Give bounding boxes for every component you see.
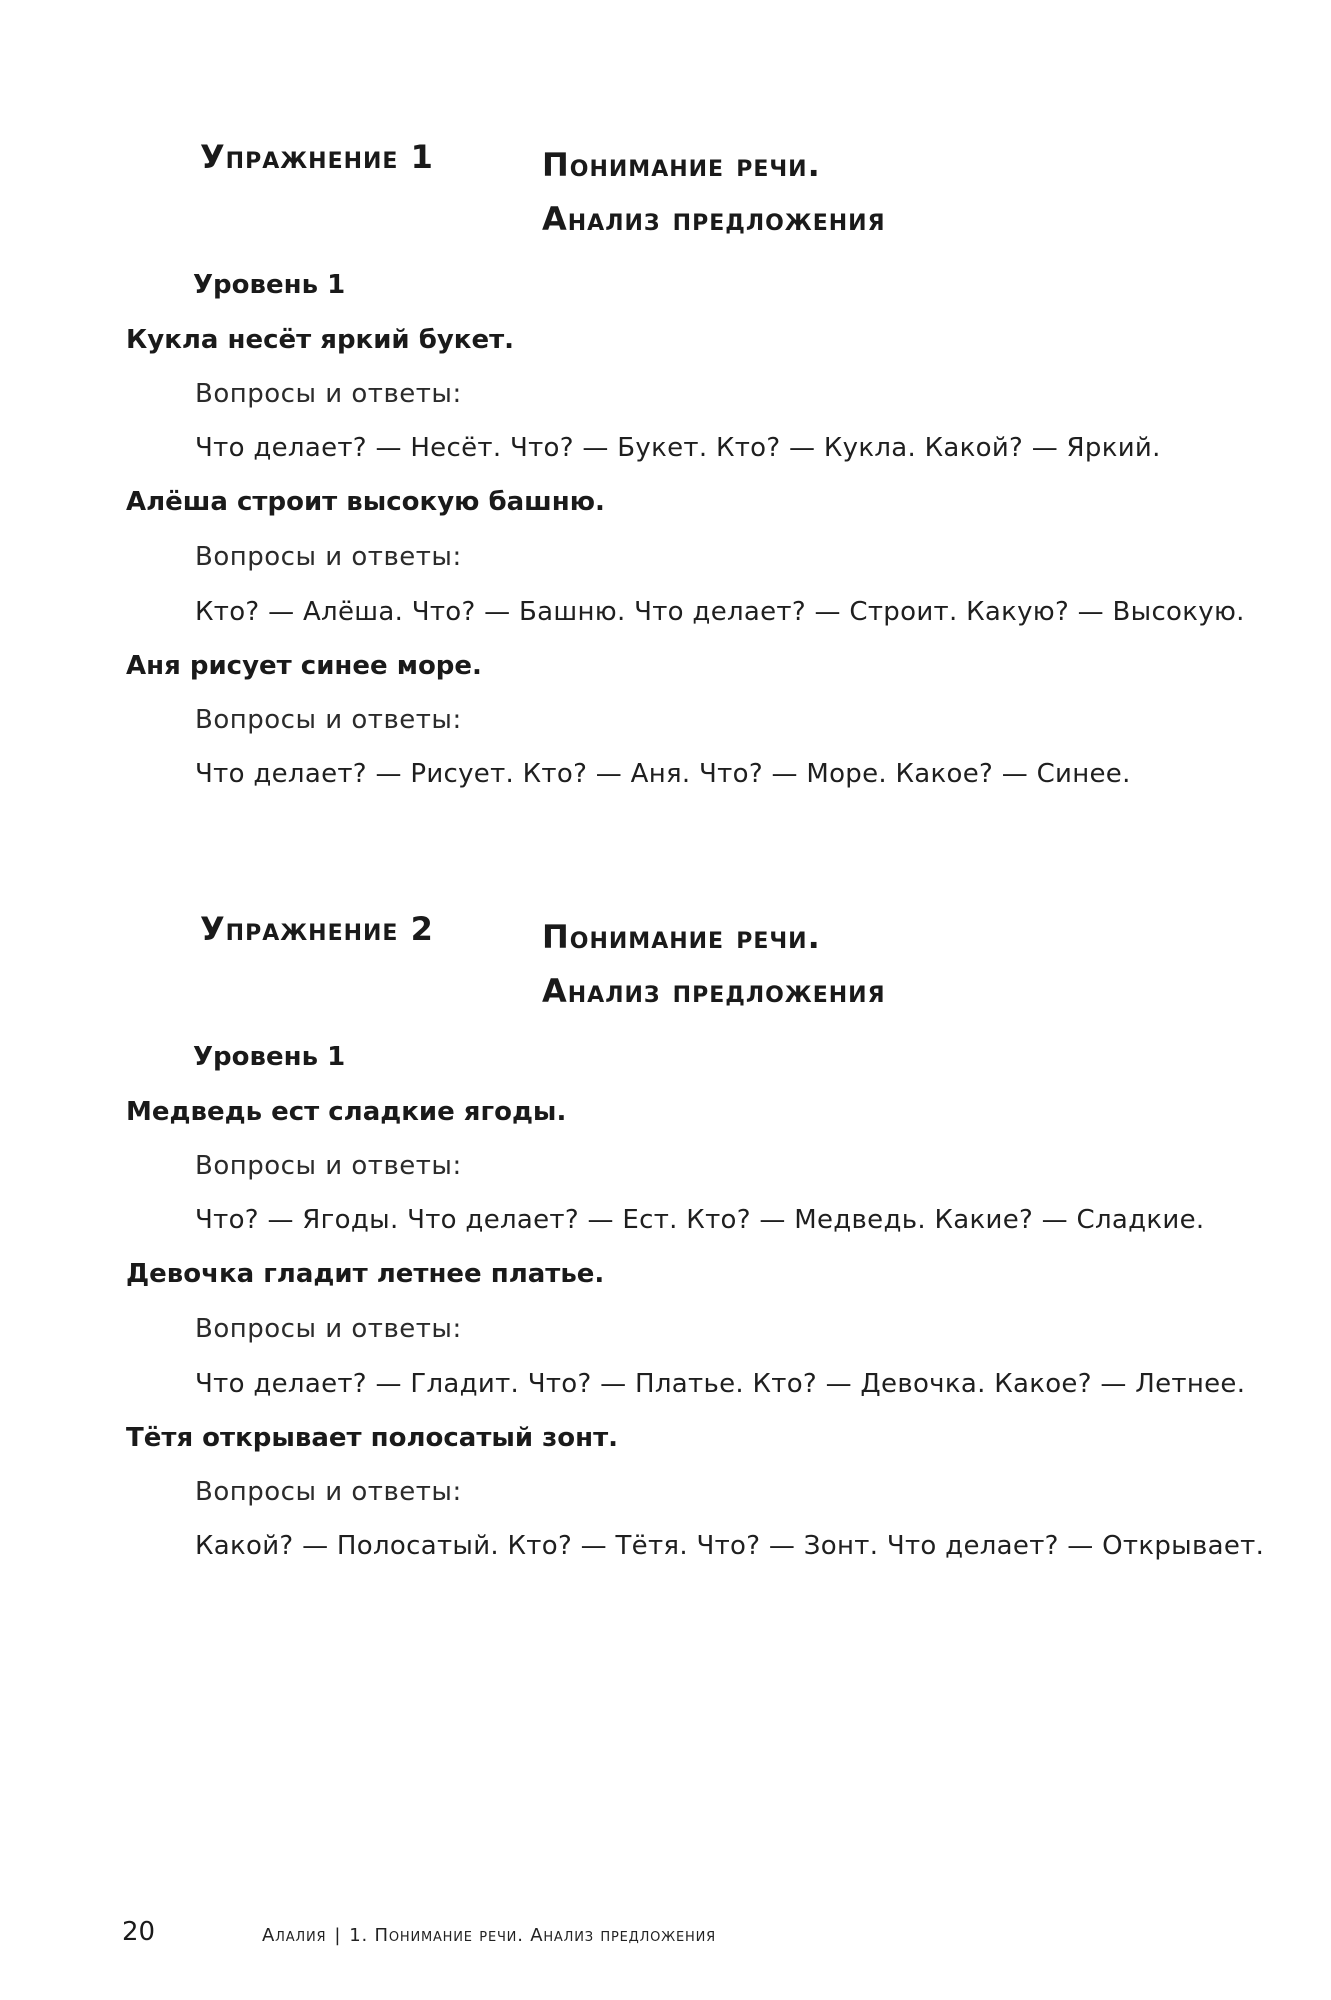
exercise-title-line1: Понимание речи. <box>542 146 821 184</box>
qa-answer: Кто? — Алёша. Что? — Башню. Что делает? — Строит. Какую? — Высокую. <box>195 597 1245 627</box>
sentence: Алёша строит высокую башню. <box>126 487 605 517</box>
qa-answer: Что делает? — Гладит. Что? — Платье. Кто? — Девочка. Какое? — Летнее. <box>195 1369 1246 1399</box>
qa-answer: Что? — Ягоды. Что делает? — Ест. Кто? — Медведь. Какие? — Сладкие. <box>195 1205 1205 1235</box>
sentence: Тётя открывает полосатый зонт. <box>126 1423 619 1453</box>
sentence: Медведь ест сладкие ягоды. <box>126 1097 567 1127</box>
qa-label: Вопросы и ответы: <box>195 1314 462 1344</box>
qa-label: Вопросы и ответы: <box>195 379 462 409</box>
page-number: 20 <box>122 1917 156 1947</box>
exercise-title-line1: Понимание речи. <box>542 918 821 956</box>
sentence: Кукла несёт яркий букет. <box>126 325 515 355</box>
sentence: Аня рисует синее море. <box>126 651 482 681</box>
running-footer <box>262 1925 716 1946</box>
exercise-title <box>542 138 886 246</box>
exercise-label: Упражнение 2 <box>200 910 434 948</box>
level-heading: Уровень 1 <box>193 1042 346 1072</box>
qa-label: Вопросы и ответы: <box>195 1477 462 1507</box>
sentence: Девочка гладит летнее платье. <box>126 1259 605 1289</box>
qa-label: Вопросы и ответы: <box>195 542 462 572</box>
exercise-title-line2: Анализ предложения <box>542 972 886 1010</box>
exercise-title <box>542 910 886 1018</box>
qa-label: Вопросы и ответы: <box>195 705 462 735</box>
qa-label: Вопросы и ответы: <box>195 1151 462 1181</box>
footer-book-title: Алалия <box>262 1925 327 1946</box>
qa-answer: Какой? — Полосатый. Кто? — Тётя. Что? — Зонт. Что делает? — Открывает. <box>195 1531 1265 1561</box>
footer-separator: | <box>334 1925 342 1946</box>
qa-answer: Что делает? — Несёт. Что? — Букет. Кто? — Кукла. Какой? — Яркий. <box>195 433 1161 463</box>
footer-chapter-title: 1. Понимание речи. Анализ предложения <box>349 1925 716 1946</box>
level-heading: Уровень 1 <box>193 270 346 300</box>
exercise-title-line2: Анализ предложения <box>542 200 886 238</box>
qa-answer: Что делает? — Рисует. Кто? — Аня. Что? — Море. Какое? — Синее. <box>195 759 1131 789</box>
exercise-label: Упражнение 1 <box>200 138 434 176</box>
